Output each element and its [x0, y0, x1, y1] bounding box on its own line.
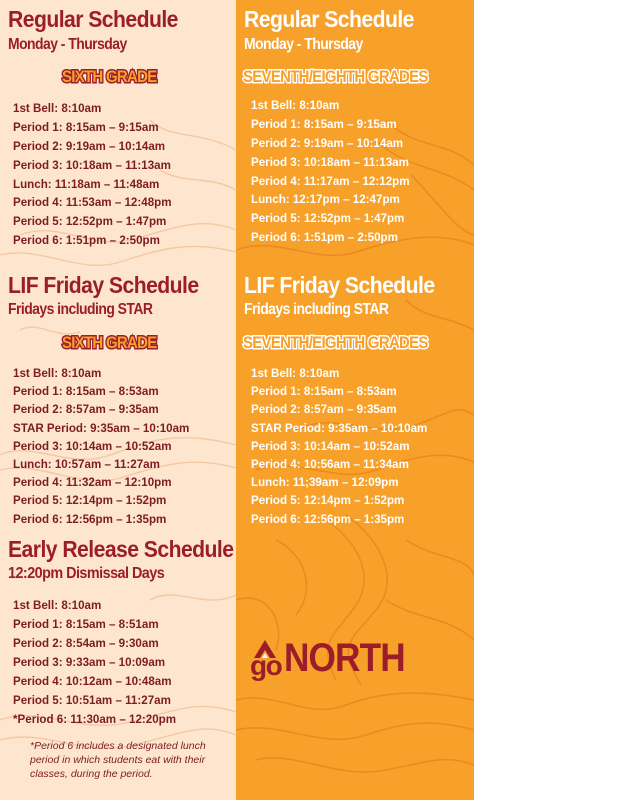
- sixth-grade-panel: [0, 0, 236, 800]
- regular-schedule-title: Regular Schedule: [8, 6, 178, 32]
- list-item: STAR Period: 9:35am – 10:10am: [251, 421, 428, 435]
- list-item: Period 5: 12:14pm – 1:52pm: [251, 494, 405, 508]
- list-item: Period 2: 9:19am – 10:14am: [13, 139, 166, 153]
- list-item: Period 1: 8:15am – 8:53am: [251, 385, 397, 399]
- lif-schedule-title-right: LIF Friday Schedule: [244, 272, 435, 298]
- list-item: Period 4: 11:32am – 12:10pm: [13, 476, 172, 490]
- regular-schedule-title-right: Regular Schedule: [244, 6, 414, 32]
- early-release-schedule: [13, 596, 176, 729]
- list-item: 1st Bell: 8:10am: [13, 102, 102, 115]
- regular-seventh-schedule: [251, 97, 410, 248]
- list-item: Period 1: 8:15am – 9:15am: [13, 120, 159, 134]
- list-item: Period 4: 10:12am – 10:48am: [13, 675, 172, 688]
- list-item: Period 5: 12:14pm – 1:52pm: [13, 494, 167, 508]
- list-item: Period 2: 8:54am – 9:30am: [13, 637, 159, 650]
- list-item: Period 3: 10:14am – 10:52am: [251, 439, 410, 453]
- logo-north-text: NORTH: [284, 636, 405, 680]
- sixth-grade-label-lif: SIXTH GRADE: [62, 333, 157, 352]
- list-item: Period 3: 9:33am – 10:09am: [13, 656, 166, 669]
- lif-seventh-schedule: [251, 365, 427, 529]
- list-item: Period 6: 12:56pm – 1:35pm: [251, 512, 405, 526]
- list-item: Period 6: 1:51pm – 2:50pm: [13, 234, 160, 248]
- seventh-eighth-grade-label-lif: SEVENTH/EIGHTH GRADES: [243, 333, 428, 352]
- list-item: Period 4: 11:53am – 12:48pm: [13, 196, 172, 210]
- list-item: *Period 6: 11:30am – 12:20pm: [13, 713, 177, 726]
- regular-sixth-schedule: [13, 100, 172, 251]
- list-item: Period 3: 10:14am – 10:52am: [13, 439, 172, 453]
- list-item: STAR Period: 9:35am – 10:10am: [13, 421, 190, 435]
- lif-schedule-title: LIF Friday Schedule: [8, 272, 199, 298]
- list-item: Lunch: 11;39am – 12:09pm: [251, 476, 399, 490]
- list-item: 1st Bell: 8:10am: [251, 99, 340, 112]
- sixth-grade-label-regular: SIXTH GRADE: [62, 67, 157, 86]
- list-item: Lunch: 11:18am – 11:48am: [13, 177, 160, 191]
- lif-schedule-subtitle-right: Fridays including STAR: [244, 301, 389, 318]
- early-release-title: Early Release Schedule: [8, 536, 234, 562]
- list-item: Period 5: 12:52pm – 1:47pm: [251, 212, 405, 226]
- list-item: Period 4: 10:56am – 11:34am: [251, 457, 409, 471]
- lif-schedule-subtitle: Fridays including STAR: [8, 301, 153, 318]
- list-item: Period 5: 12:52pm – 1:47pm: [13, 215, 167, 229]
- list-item: Period 2: 8:57am – 9:35am: [251, 403, 397, 417]
- go-north-logo: [250, 636, 460, 686]
- list-item: Lunch: 10:57am – 11:27am: [13, 457, 160, 471]
- list-item: Period 6: 1:51pm – 2:50pm: [251, 231, 398, 245]
- list-item: 1st Bell: 8:10am: [13, 367, 102, 380]
- seventh-eighth-grade-label-regular: SEVENTH/EIGHTH GRADES: [243, 67, 428, 86]
- list-item: 1st Bell: 8:10am: [13, 599, 102, 612]
- list-item: Period 2: 9:19am – 10:14am: [251, 136, 404, 150]
- list-item: Period 1: 8:15am – 9:15am: [251, 117, 397, 131]
- list-item: Period 1: 8:15am – 8:51am: [13, 618, 159, 631]
- list-item: Period 3: 10:18am – 11:13am: [13, 158, 171, 172]
- early-release-subtitle: 12:20pm Dismissal Days: [8, 565, 165, 582]
- early-release-footnote: *Period 6 includes a designated lunch period in which students eat with their classes, during the period.: [30, 740, 206, 781]
- list-item: Period 3: 10:18am – 11:13am: [251, 155, 409, 169]
- lif-sixth-schedule: [13, 365, 189, 529]
- list-item: Lunch: 12:17pm – 12:47pm: [251, 193, 400, 207]
- list-item: Period 5: 10:51am – 11:27am: [13, 694, 171, 707]
- list-item: Period 6: 12:56pm – 1:35pm: [13, 512, 167, 526]
- list-item: Period 1: 8:15am – 8:53am: [13, 385, 159, 399]
- regular-schedule-subtitle-right: Monday - Thursday: [244, 36, 363, 53]
- list-item: 1st Bell: 8:10am: [251, 367, 340, 380]
- logo-go-text: go: [250, 650, 282, 681]
- list-item: Period 4: 11:17am – 12:12pm: [251, 174, 410, 188]
- list-item: Period 2: 8:57am – 9:35am: [13, 403, 159, 417]
- regular-schedule-subtitle: Monday - Thursday: [8, 36, 127, 53]
